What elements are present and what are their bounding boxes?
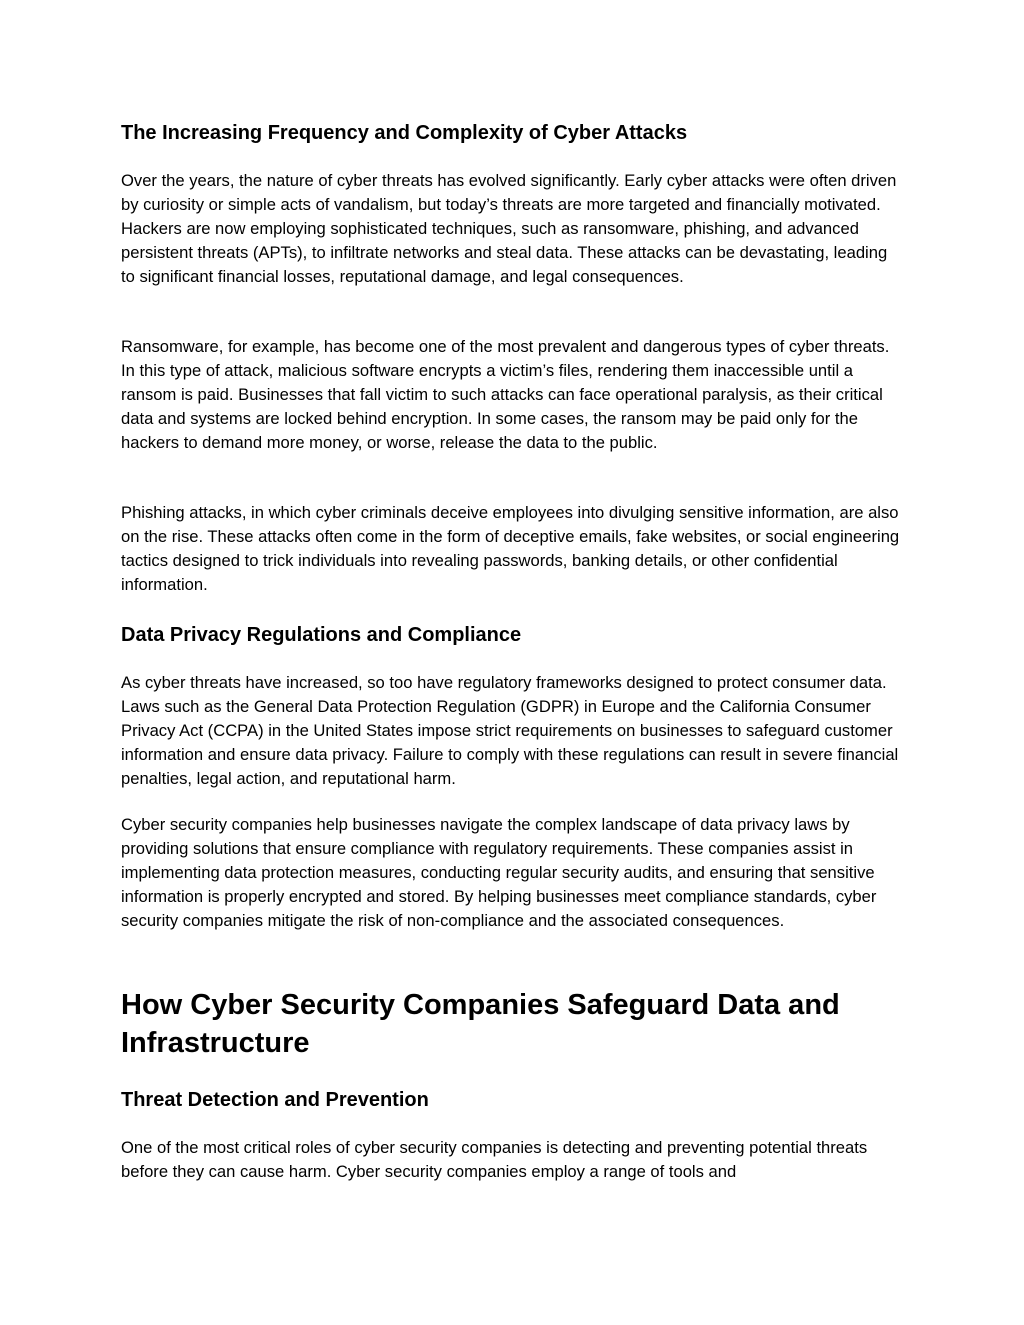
- section-heading-threat-detection: Threat Detection and Prevention: [121, 1089, 429, 1111]
- paragraph-evolution-of-threats: Over the years, the nature of cyber threats has evolved significantly. Early cyber attacks were often driven by curiosity or simple acts of vandalism, but today’s threats are more targeted and financially motivated. Hackers are now employing sophisticated techniques, such as ransomware, phishing, and advanced persistent threats (APTs), to infiltrate networks and steal data. These attacks can be devastating, leading to significant financial losses, reputational damage, and legal consequences.: [121, 171, 897, 287]
- paragraph-ransomware: Ransomware, for example, has become one of the most prevalent and dangerous types of cyber threats. In this type of attack, malicious software encrypts a victim’s files, rendering them inaccessible until a ransom is paid. Businesses that fall victim to such attacks can face operational paralysis, as their critical data and systems are locked behind encryption. In some cases, the ransom may be paid only for the hackers to demand more money, or worse, release the data to the public.: [121, 337, 890, 453]
- section-heading-cyber-attacks: The Increasing Frequency and Complexity of Cyber Attacks: [121, 122, 688, 144]
- paragraph-threat-detection: One of the most critical roles of cyber security companies is detecting and preventing potential threats before they can cause harm. Cyber security companies employ a range of tools and: [121, 1138, 868, 1182]
- paragraph-compliance-help: Cyber security companies help businesses navigate the complex landscape of data privacy laws by providing solutions that ensure compliance with regulatory requirements. These companies assist in implementing data protection measures, conducting regular security audits, and ensuring that sensitive information is properly encrypted and stored. By helping businesses meet compliance standards, cyber security companies mitigate the risk of non-compliance and the associated consequences.: [121, 815, 877, 931]
- section-heading-data-privacy: Data Privacy Regulations and Compliance: [121, 624, 522, 646]
- chapter-heading-safeguard: How Cyber Security Companies Safeguard Data and Infrastructure: [121, 989, 840, 1059]
- paragraph-regulations: As cyber threats have increased, so too have regulatory frameworks designed to protect consumer data. Laws such as the General Data Protection Regulation (GDPR) in Europe and the California Consumer Privacy Act (CCPA) in the United States impose strict requirements on businesses to safeguard customer information and ensure data privacy. Failure to comply with these regulations can result in severe financial penalties, legal action, and reputational harm.: [121, 673, 899, 789]
- paragraph-phishing: Phishing attacks, in which cyber criminals deceive employees into divulging sensitive information, are also on the rise. These attacks often come in the form of deceptive emails, fake websites, or social engineering tactics designed to trick individuals into revealing passwords, banking details, or other confidential information.: [121, 503, 900, 595]
